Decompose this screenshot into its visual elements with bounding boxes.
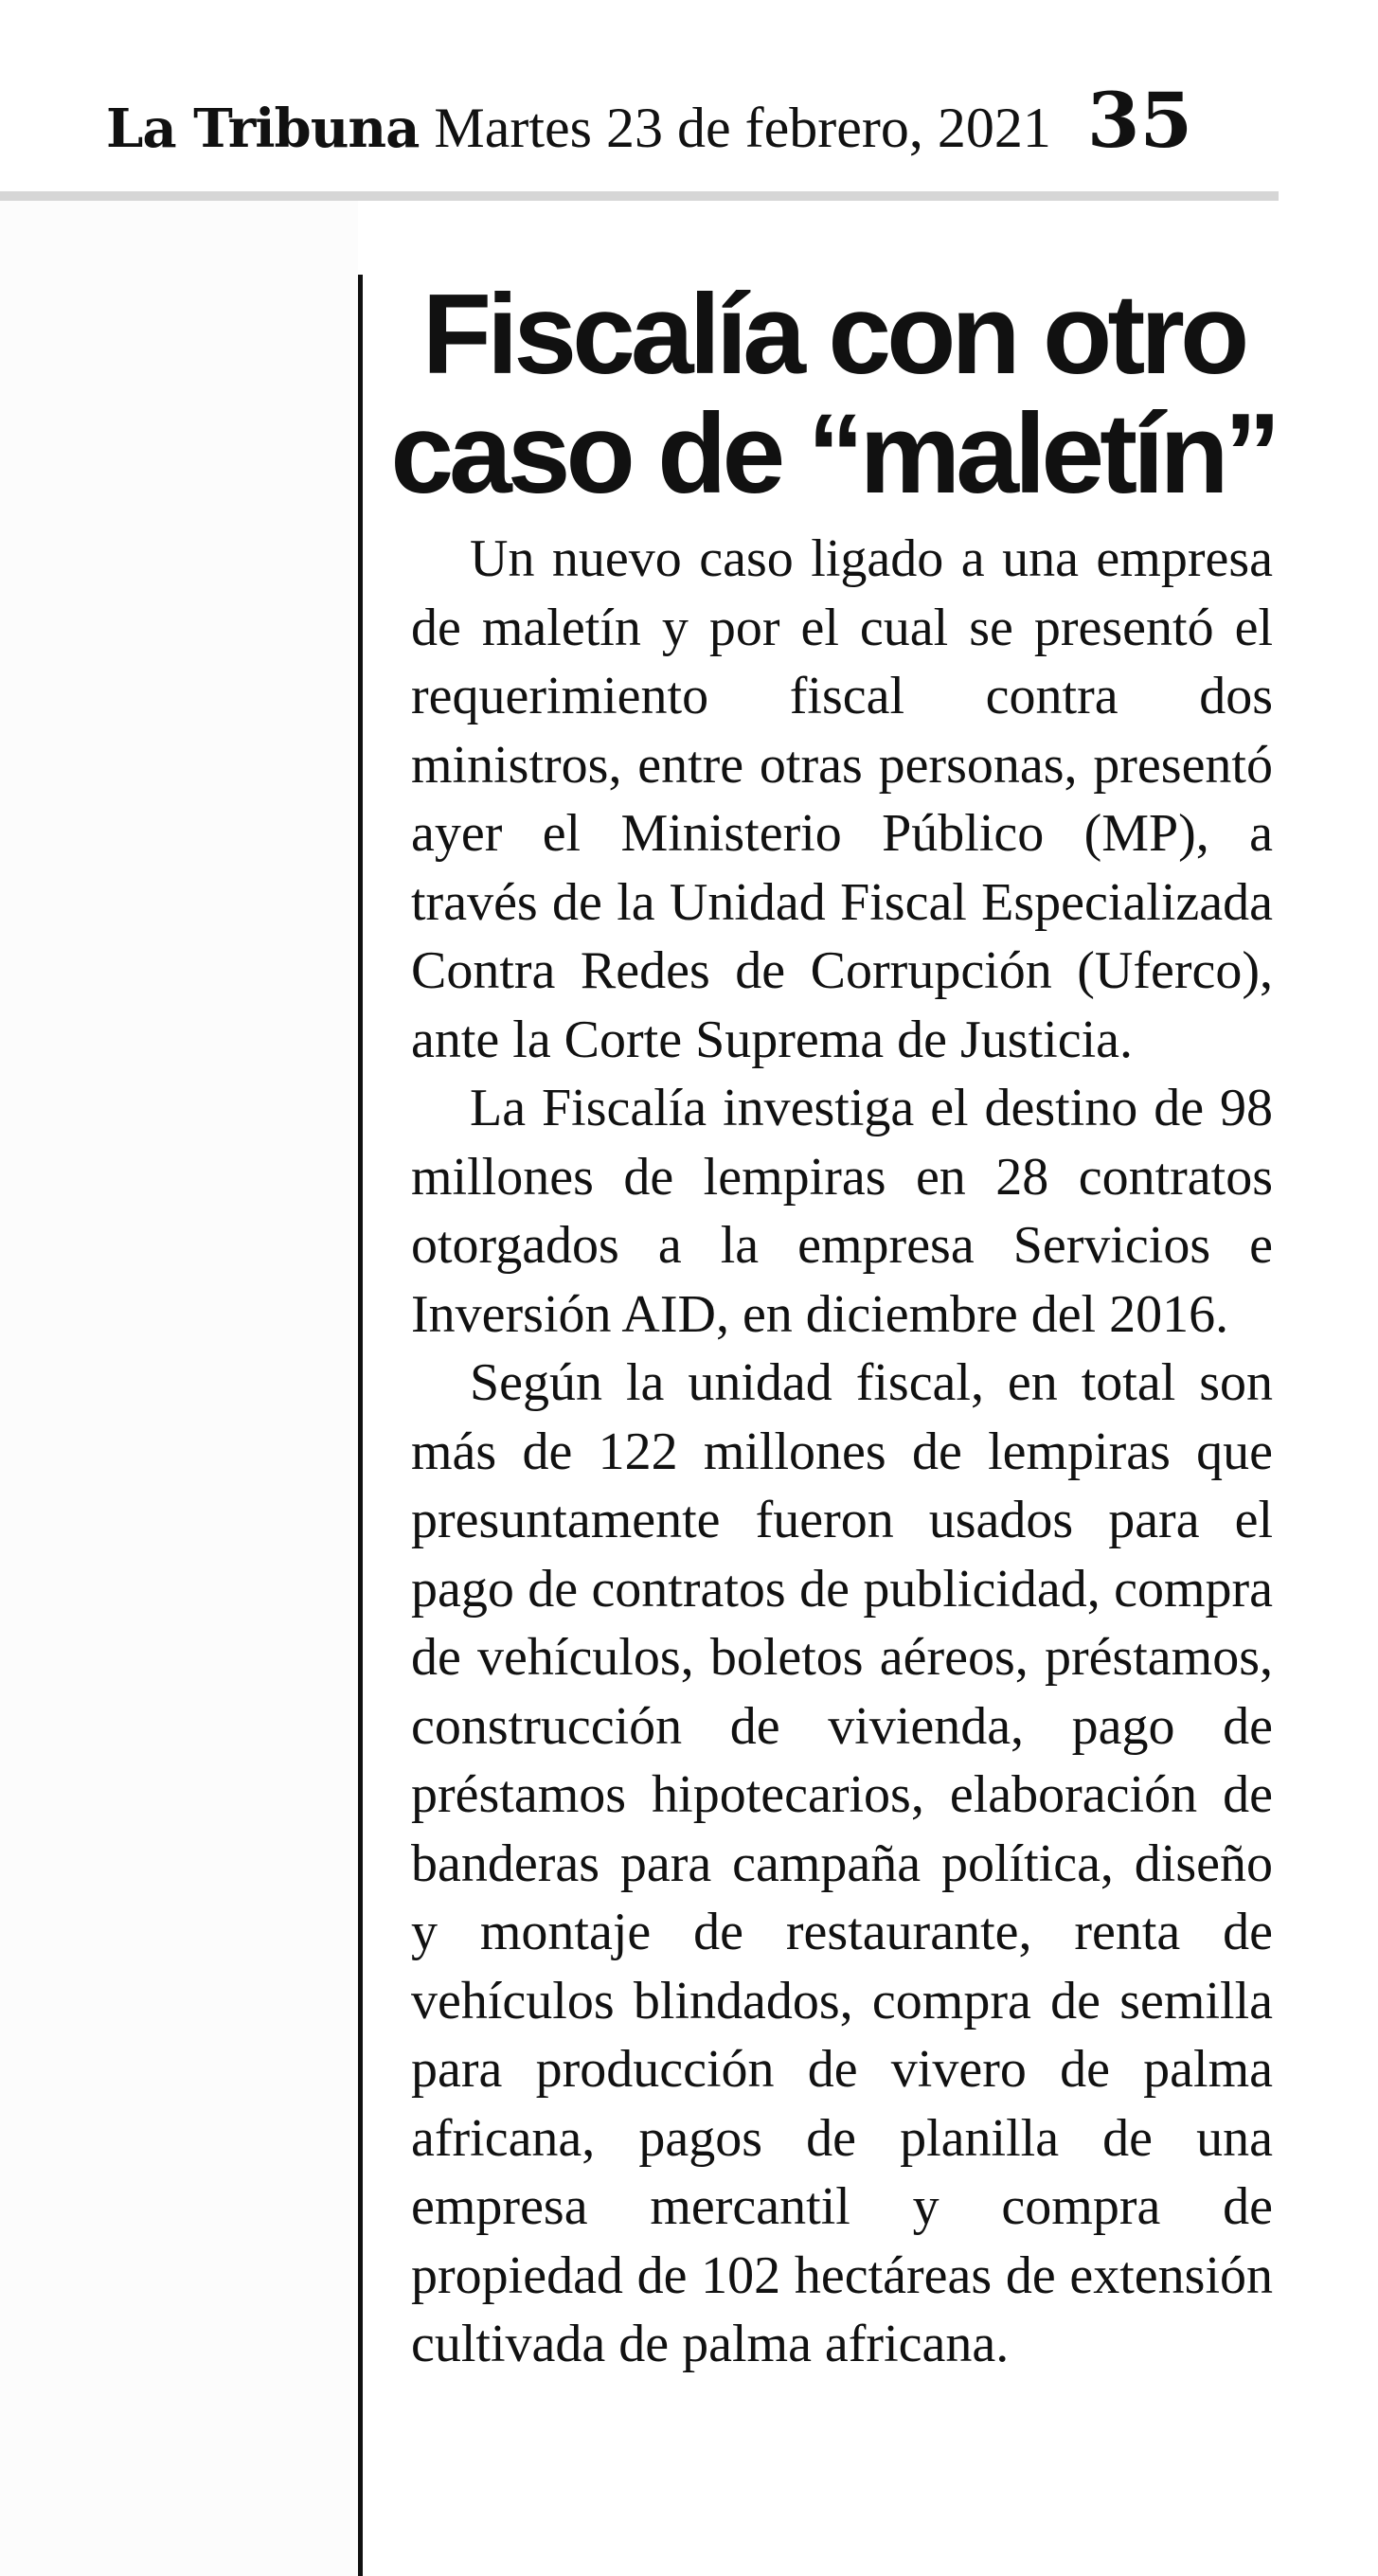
newspaper-name: La Tribuna — [106, 98, 420, 160]
column-divider — [358, 275, 363, 2576]
masthead — [106, 76, 1280, 170]
article-paragraph: Según la unidad fiscal, en total son más de 122 millones de lempiras que presuntamente fueron usados para el pago de contratos de publicidad, compra de vehículos, boletos aéreos, préstamos, construcción de vivienda, pago de préstamos hipotecarios, elaboración de banderas para campaña política, diseño y montaje de restaurante, renta de vehículos blindados, compra de semilla para producción de vivero de palma africana, pagos de planilla de una empresa mercantil y compra de propiedad de 102 hectáreas de extensión cultivada de palma africana. — [411, 1353, 1273, 2373]
article-headline: Fiscalía con otro caso de “maletín” — [390, 271, 1277, 517]
article-body — [411, 525, 1273, 2379]
issue-date: Martes 23 de febrero, 2021 — [434, 97, 1051, 159]
article-paragraph: Un nuevo caso ligado a una empresa de maletín y por el cual se presentó el requerimiento fiscal contra dos ministros, entre otras personas, presentó ayer el Ministerio Público (MP), a través de la Unidad Fiscal Especializada Contra Redes de Corrupción (Uferco), ante la Corte Suprema de Justicia. — [411, 529, 1273, 1069]
header-divider — [0, 191, 1279, 201]
page-number: 35 — [1086, 76, 1193, 165]
left-blank-column — [0, 201, 358, 2576]
article-paragraph: La Fiscalía investiga el destino de 98 millones de lempiras en 28 contratos otorgados a la empresa Servicios e Inversión AID, en diciembre del 2016. — [411, 1079, 1273, 1344]
